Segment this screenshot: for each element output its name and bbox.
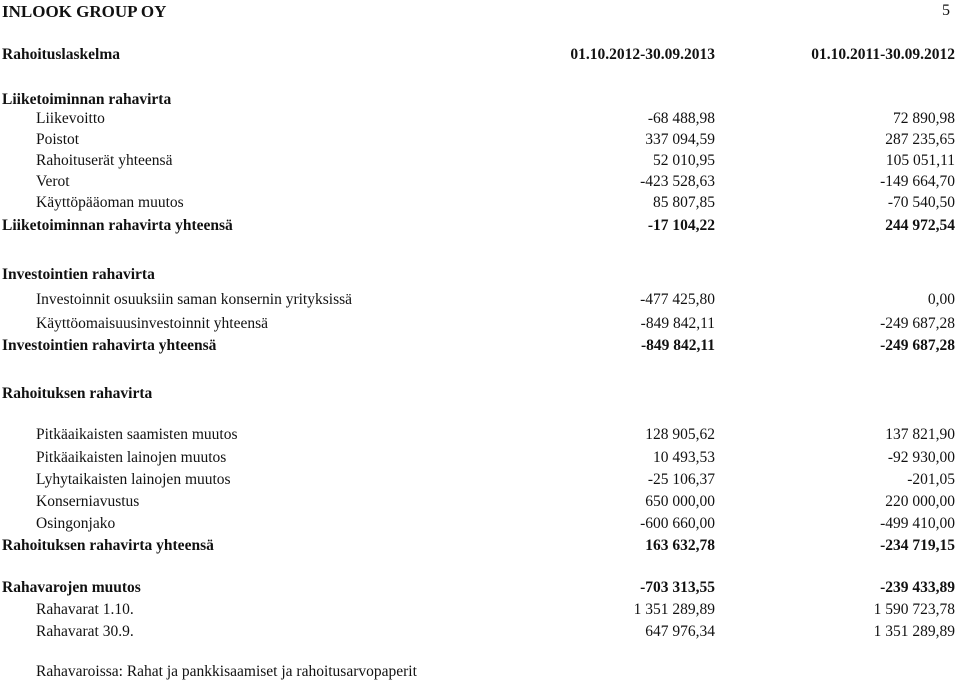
row-label: Osingonjako: [36, 515, 116, 532]
company-name: INLOOK GROUP OY: [2, 2, 167, 21]
value-current: -477 425,80: [640, 291, 715, 308]
page-number: 5: [942, 2, 950, 19]
row-label: Rahavarat 30.9.: [36, 623, 134, 640]
value-current: -25 106,37: [647, 471, 715, 488]
row-label: Rahoituserät yhteensä: [36, 152, 173, 169]
value-current: 650 000,00: [645, 493, 715, 510]
value-previous: 0,00: [927, 291, 955, 308]
value-current: 85 807,85: [653, 194, 715, 211]
total-previous: -249 687,28: [880, 337, 955, 354]
value-current: 337 094,59: [645, 131, 715, 148]
cash-change-current: -703 313,55: [640, 579, 715, 596]
value-previous: 1 590 723,78: [873, 601, 955, 618]
value-current: 52 010,95: [653, 152, 715, 169]
cash-change-previous: -239 433,89: [880, 579, 955, 596]
row-label: Verot: [36, 173, 70, 190]
row-label: Lyhytaikaisten lainojen muutos: [36, 471, 231, 488]
value-current: -68 488,98: [647, 110, 715, 127]
value-previous: 105 051,11: [885, 152, 955, 169]
value-previous: -249 687,28: [880, 315, 955, 332]
period-current: 01.10.2012-30.09.2013: [570, 46, 715, 63]
row-label: Käyttöomaisuusinvestoinnit yhteensä: [36, 315, 269, 332]
value-current: 1 351 289,89: [633, 601, 715, 618]
total-previous: 244 972,54: [885, 217, 955, 234]
value-current: -423 528,63: [640, 173, 715, 190]
total-label: Investointien rahavirta yhteensä: [2, 337, 217, 354]
row-label: Investoinnit osuuksiin saman konsernin yrityksissä: [36, 291, 353, 308]
row-label: Käyttöpääoman muutos: [36, 194, 184, 211]
value-previous: -499 410,00: [880, 515, 955, 532]
row-label: Rahavarat 1.10.: [36, 601, 134, 618]
total-label: Liiketoiminnan rahavirta yhteensä: [2, 217, 233, 234]
total-label: Rahoituksen rahavirta yhteensä: [2, 537, 214, 554]
value-previous: 72 890,98: [893, 110, 955, 127]
value-previous: -70 540,50: [887, 194, 955, 211]
value-current: -600 660,00: [640, 515, 715, 532]
total-previous: -234 719,15: [880, 537, 955, 554]
total-current: -17 104,22: [647, 217, 715, 234]
value-previous: 287 235,65: [885, 131, 955, 148]
row-label: Poistot: [36, 131, 80, 148]
value-previous: -201,05: [907, 471, 955, 488]
statement-title: Rahoituslaskelma: [2, 46, 120, 63]
value-current: 647 976,34: [645, 623, 715, 640]
value-previous: 137 821,90: [885, 426, 955, 443]
row-label: Pitkäaikaisten saamisten muutos: [36, 426, 238, 443]
value-current: 10 493,53: [653, 449, 715, 466]
footnote: Rahavaroissa: Rahat ja pankkisaamiset ja rahoitusarvopaperit: [36, 663, 417, 680]
cash-change-label: Rahavarojen muutos: [2, 579, 141, 596]
total-current: 163 632,78: [645, 537, 715, 554]
value-previous: -149 664,70: [880, 173, 955, 190]
total-current: -849 842,11: [640, 337, 715, 354]
value-current: 128 905,62: [645, 426, 715, 443]
section-heading-financing: Rahoituksen rahavirta: [2, 385, 153, 402]
section-heading-operating: Liiketoiminnan rahavirta: [2, 91, 172, 108]
value-current: -849 842,11: [640, 315, 715, 332]
row-label: Konserniavustus: [36, 493, 140, 510]
value-previous: -92 930,00: [887, 449, 955, 466]
value-previous: 220 000,00: [885, 493, 955, 510]
value-previous: 1 351 289,89: [873, 623, 955, 640]
section-heading-investing: Investointien rahavirta: [2, 266, 155, 283]
row-label: Liikevoitto: [36, 110, 105, 127]
period-previous: 01.10.2011-30.09.2012: [811, 46, 955, 63]
row-label: Pitkäaikaisten lainojen muutos: [36, 449, 227, 466]
